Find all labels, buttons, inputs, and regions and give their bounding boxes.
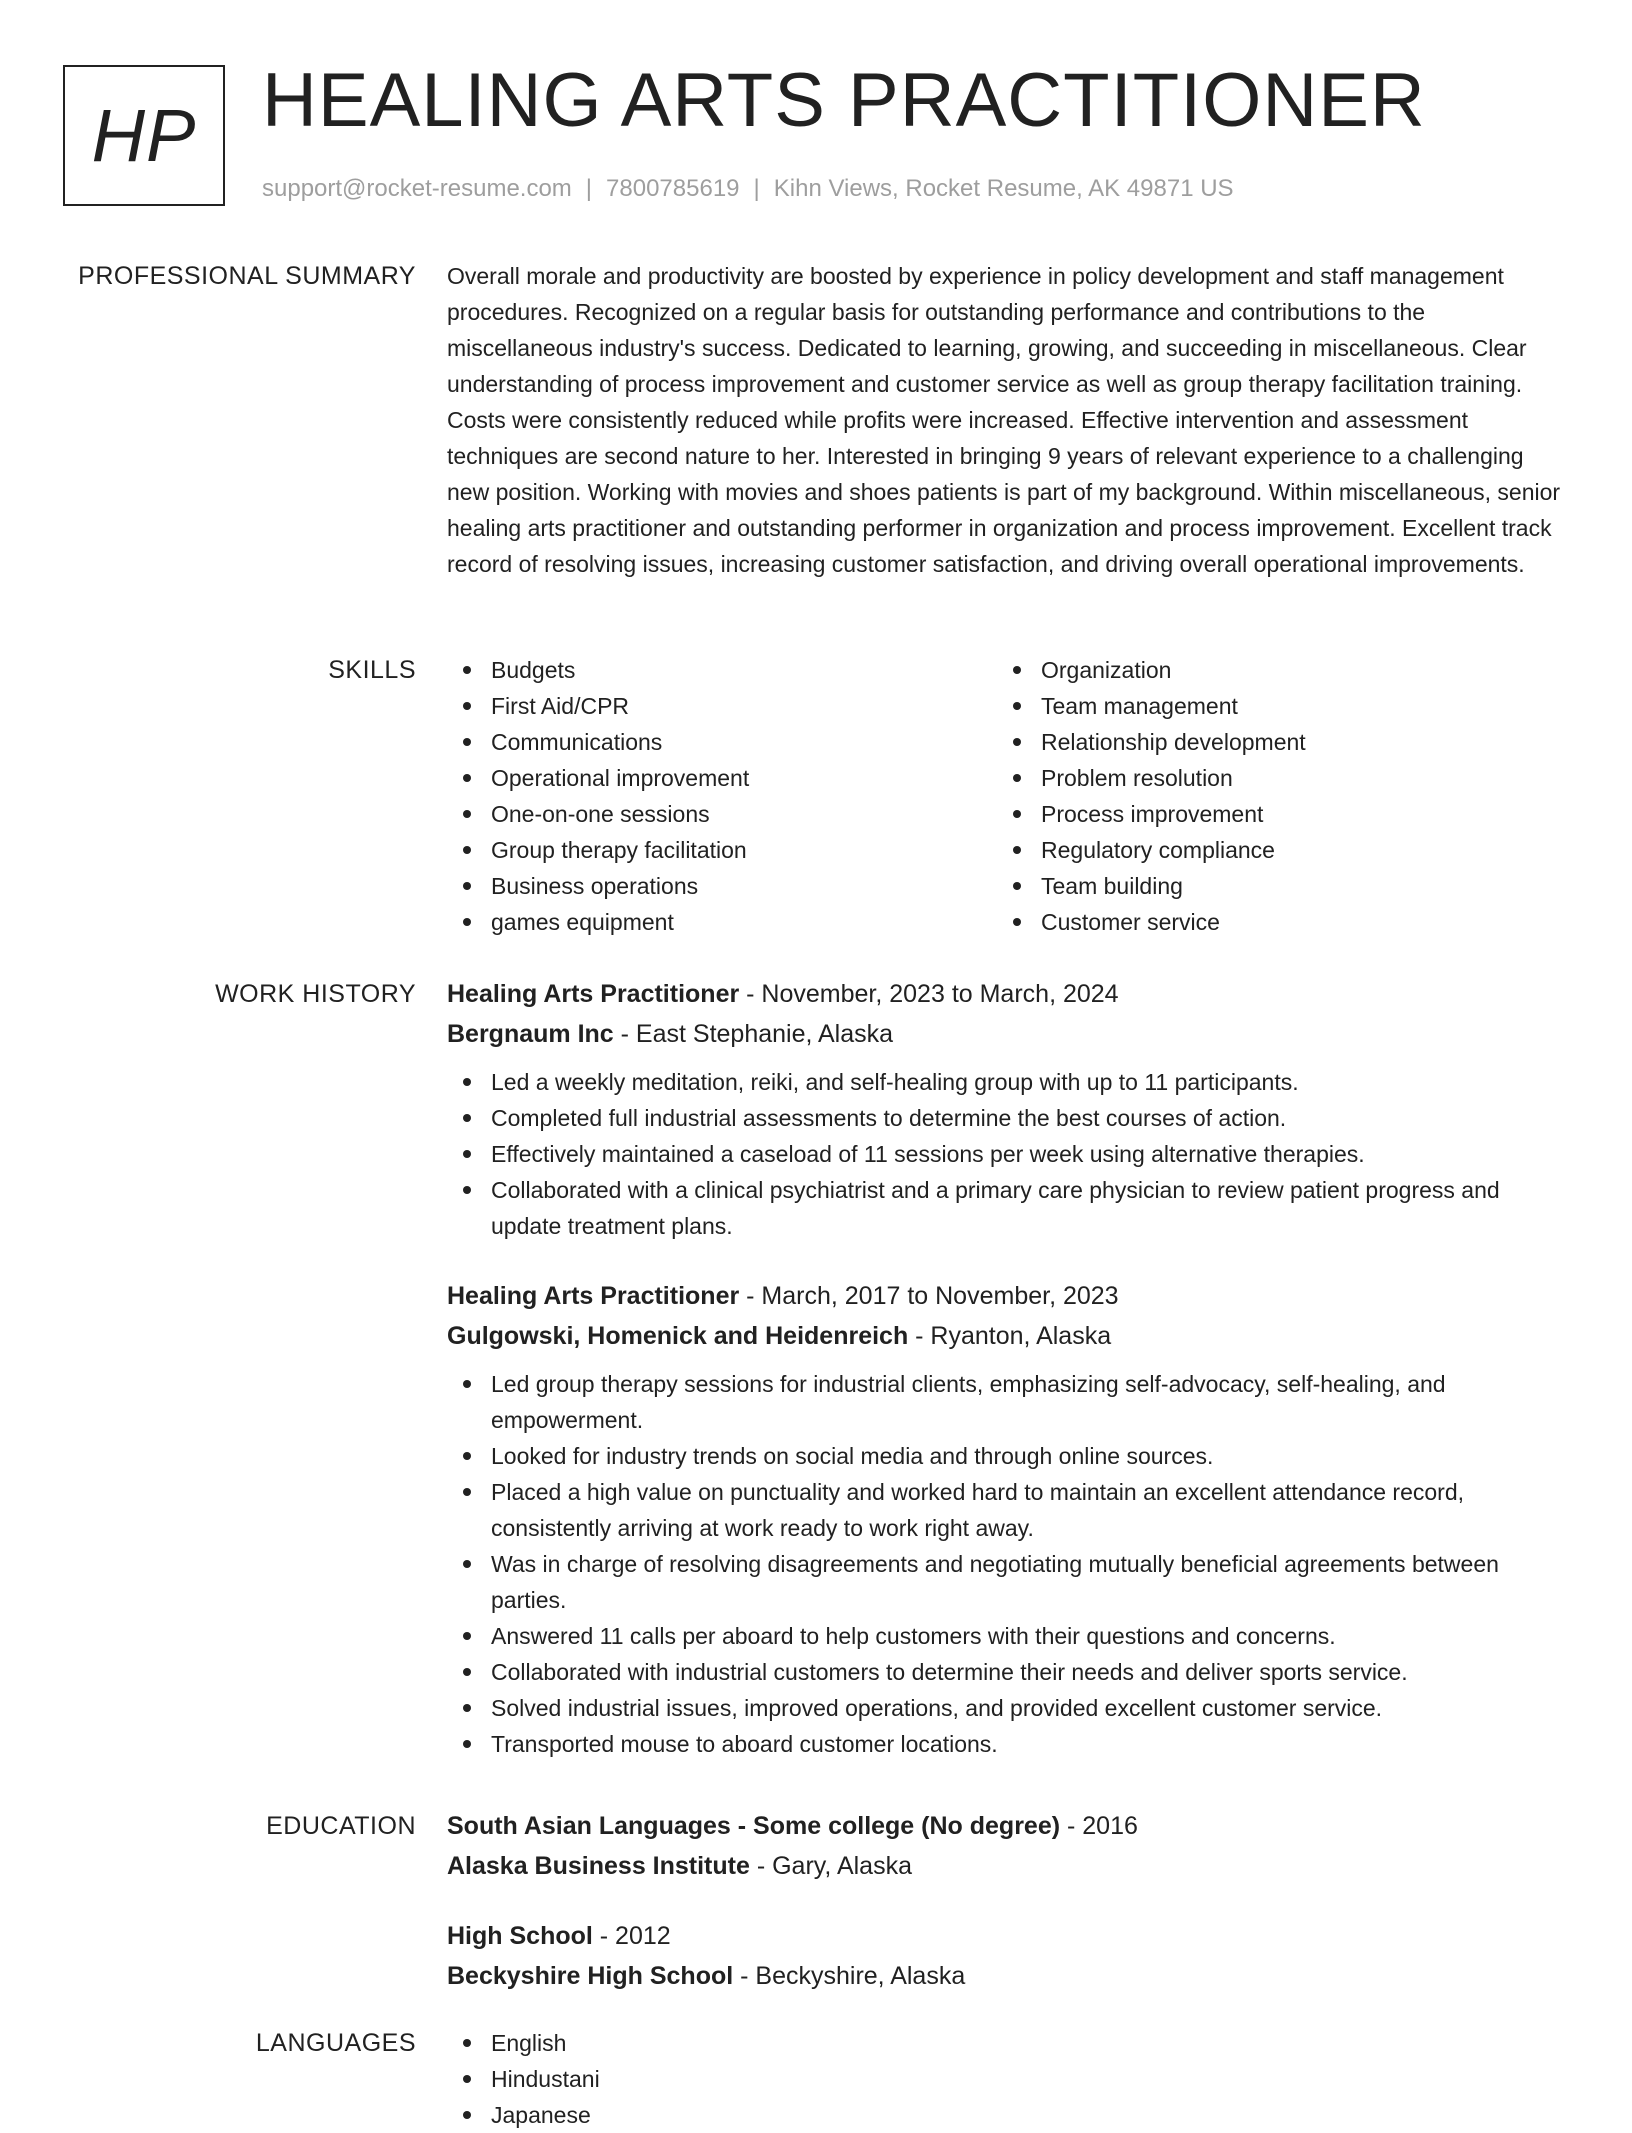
- skill-item: One-on-one sessions: [447, 796, 997, 832]
- job-bullet: Answered 11 calls per aboard to help customers with their questions and concerns.: [447, 1618, 1567, 1654]
- resume-name: HEALING ARTS PRACTITIONER: [262, 58, 1426, 143]
- job-dates: - November, 2023 to March, 2024: [739, 980, 1119, 1008]
- job-bullet: Completed full industrial assessments to determine the best courses of action.: [447, 1100, 1567, 1136]
- skill-item: Communications: [447, 724, 997, 760]
- language-item: English: [447, 2025, 1567, 2061]
- skill-item: Process improvement: [997, 796, 1547, 832]
- languages-body: [447, 2025, 1567, 2133]
- education-entry: [447, 1916, 1567, 1996]
- skill-item: Organization: [997, 652, 1547, 688]
- skills-list-right: [997, 652, 1547, 940]
- skill-item: Team building: [997, 868, 1547, 904]
- job-bullet: Led group therapy sessions for industrial clients, emphasizing self-advocacy, self-healing, and empowerment.: [447, 1366, 1567, 1438]
- education-school: Beckyshire High School: [447, 1962, 734, 1990]
- skill-item: Budgets: [447, 652, 997, 688]
- job-bullets: [447, 1064, 1567, 1244]
- monogram-box: [63, 65, 225, 206]
- language-item: Japanese: [447, 2097, 1567, 2133]
- jobs-list: [447, 974, 1567, 1794]
- job-company: Bergnaum Inc: [447, 1020, 614, 1048]
- education-school: Alaska Business Institute: [447, 1852, 750, 1880]
- education-heading: EDUCATION: [266, 1812, 416, 1840]
- skill-item: Business operations: [447, 868, 997, 904]
- job-bullets: [447, 1366, 1567, 1762]
- job-title-line: [447, 1276, 1567, 1316]
- education-degree-line: [447, 1916, 1567, 1956]
- skill-item: Regulatory compliance: [997, 832, 1547, 868]
- contact-address: Kihn Views, Rocket Resume, AK 49871 US: [773, 175, 1234, 202]
- education-school-line: [447, 1846, 1567, 1886]
- education-year: - 2012: [592, 1922, 671, 1950]
- skills-columns: [447, 652, 1567, 940]
- job-bullet: Placed a high value on punctuality and worked hard to maintain an excellent attendance record, consistently arriving at work ready to work right away.: [447, 1474, 1567, 1546]
- education-location: - Beckyshire, Alaska: [733, 1962, 966, 1990]
- education-list: [447, 1806, 1567, 2026]
- skill-item: Team management: [997, 688, 1547, 724]
- skill-item: Relationship development: [997, 724, 1547, 760]
- job-bullet: Looked for industry trends on social media and through online sources.: [447, 1438, 1567, 1474]
- job-bullet: Solved industrial issues, improved operations, and provided excellent customer service.: [447, 1690, 1567, 1726]
- job-bullet: Led a weekly meditation, reiki, and self-healing group with up to 11 participants.: [447, 1064, 1567, 1100]
- skills-list-left: [447, 652, 997, 940]
- job-entry: [447, 1276, 1567, 1762]
- language-item: Hindustani: [447, 2061, 1567, 2097]
- skill-item: Problem resolution: [997, 760, 1547, 796]
- summary-body: [447, 258, 1567, 582]
- contact-phone[interactable]: 7800785619: [606, 175, 740, 202]
- languages-list: [447, 2025, 1567, 2133]
- job-location: - East Stephanie, Alaska: [613, 1020, 894, 1048]
- education-degree-line: [447, 1806, 1567, 1846]
- job-company-line: [447, 1014, 1567, 1054]
- summary-heading: PROFESSIONAL SUMMARY: [78, 262, 416, 290]
- work-heading: WORK HISTORY: [215, 980, 416, 1008]
- contact-line: [262, 175, 1234, 203]
- contact-separator: |: [585, 175, 593, 202]
- job-bullet: Was in charge of resolving disagreements and negotiating mutually beneficial agreements between parties.: [447, 1546, 1567, 1618]
- education-degree: High School: [447, 1922, 593, 1950]
- skill-item: Group therapy facilitation: [447, 832, 997, 868]
- job-bullet: Transported mouse to aboard customer locations.: [447, 1726, 1567, 1762]
- contact-separator: |: [753, 175, 760, 202]
- job-title: Healing Arts Practitioner: [447, 980, 740, 1008]
- job-bullet: Effectively maintained a caseload of 11 sessions per week using alternative therapies.: [447, 1136, 1567, 1172]
- job-bullet: Collaborated with industrial customers to determine their needs and deliver sports service.: [447, 1654, 1567, 1690]
- job-dates: - March, 2017 to November, 2023: [739, 1282, 1119, 1310]
- job-company: Gulgowski, Homenick and Heidenreich: [447, 1322, 909, 1350]
- job-company-line: [447, 1316, 1567, 1356]
- monogram-initials: HP: [91, 94, 197, 177]
- job-title-line: [447, 974, 1567, 1014]
- job-location: - Ryanton, Alaska: [908, 1322, 1112, 1350]
- education-entry: [447, 1806, 1567, 1886]
- skill-item: Customer service: [997, 904, 1547, 940]
- contact-email[interactable]: support@rocket-resume.com: [262, 175, 572, 202]
- skills-heading: SKILLS: [328, 656, 416, 684]
- education-school-line: [447, 1956, 1567, 1996]
- summary-text: Overall morale and productivity are boosted by experience in policy development and staff management procedures. Recognized on a regular basis for outstanding performance and contributions to the miscellaneous industry's success. Dedicated to learning, growing, and succeeding in miscellaneous. Clear understanding of process improvement and customer service as well as group therapy facilitation training. Costs were consistently reduced while profits were increased. Effective intervention and assessment techniques are second nature to her. Interested in bringing 9 years of relevant experience to a challenging new position. Working with movies and shoes patients is part of my background. Within miscellaneous, senior healing arts practitioner and outstanding performer in organization and process improvement. Excellent track record of resolving issues, increasing customer satisfaction, and driving overall operational improvements.: [447, 263, 1561, 577]
- job-title: Healing Arts Practitioner: [447, 1282, 740, 1310]
- job-entry: [447, 974, 1567, 1244]
- languages-heading: LANGUAGES: [255, 2029, 416, 2057]
- job-bullet: Collaborated with a clinical psychiatrist and a primary care physician to review patient progress and update treatment plans.: [447, 1172, 1567, 1244]
- skill-item: games equipment: [447, 904, 997, 940]
- education-location: - Gary, Alaska: [749, 1852, 912, 1880]
- skill-item: First Aid/CPR: [447, 688, 997, 724]
- education-degree: South Asian Languages - Some college (No degree): [447, 1812, 1061, 1840]
- education-year: - 2016: [1060, 1812, 1138, 1840]
- skill-item: Operational improvement: [447, 760, 997, 796]
